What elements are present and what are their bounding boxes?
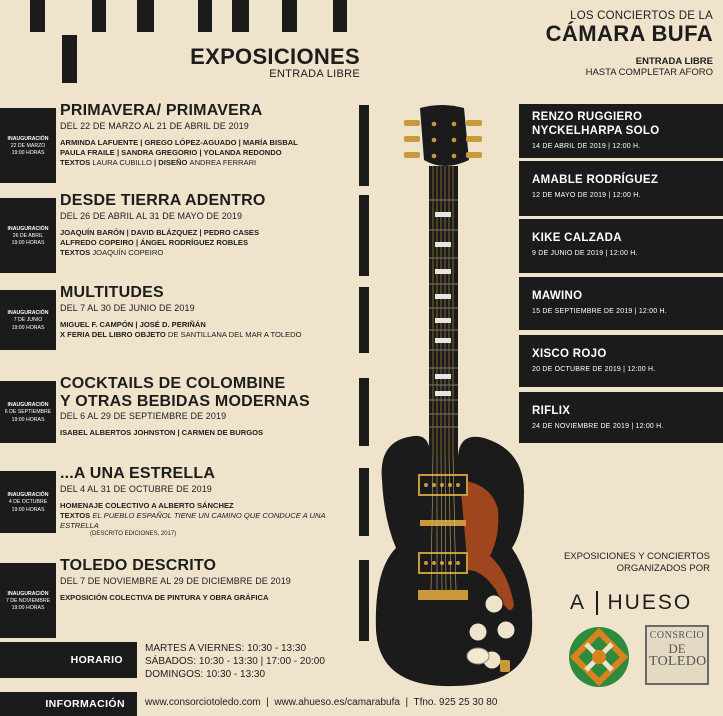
inauguration-text: INAUGURACIÓN — [7, 590, 49, 597]
exhibition-artists: ARMINDA LAFUENTE | GREGO LÓPEZ-AGUADO | MARÍA BISBAL — [60, 137, 298, 147]
divider-bar — [359, 287, 369, 353]
divider-bar — [359, 468, 369, 536]
credit-value: LAURA CUBILLO — [92, 158, 152, 168]
exhibition-credits — [60, 158, 355, 168]
exhibition-item — [60, 192, 355, 258]
exhibitions-header — [140, 44, 360, 80]
inauguration-box — [0, 381, 56, 443]
exhibition-artists: PAULA FRAILE | SANDRA GREGORIO | YOLANDA REDONDO — [60, 147, 282, 157]
consorcio-line-3: TOLEDO — [649, 654, 707, 670]
concert-item — [519, 277, 723, 330]
inauguration-box — [0, 290, 56, 350]
inauguration-text: INAUGURACIÓN — [7, 225, 49, 232]
guitar-illustration — [374, 100, 534, 688]
credit-label: | DISEÑO — [154, 158, 188, 168]
schedule-line-2: SÁBADOS: 10:30 - 13:30 | 17:00 - 20:00 — [145, 656, 325, 667]
exhibition-item — [60, 284, 355, 340]
schedule-label: HORARIO — [70, 654, 123, 666]
inauguration-text: 6 DE SEPTIEMBRE — [4, 409, 52, 416]
ahueso-logo-a: A — [570, 591, 587, 614]
knot-logo-icon — [566, 624, 632, 690]
schedule-line-1: MARTES A VIERNES: 10:30 - 13:30 — [145, 643, 307, 654]
concert-date: 24 DE NOVIEMBRE DE 2019 | 12:00 H. — [532, 423, 664, 431]
inauguration-text: 22 DE MARZO — [10, 142, 46, 149]
concerts-title-big: CÁMARA BUFA — [545, 21, 713, 46]
inauguration-text: 19:00 HORAS — [11, 416, 45, 423]
exhibition-title: DESDE TIERRA ADENTRO — [60, 192, 266, 209]
exhibition-title: TOLEDO DESCRITO — [60, 557, 217, 574]
exhibition-title: ...A UNA ESTRELLA — [60, 465, 216, 482]
exhibition-title: MULTITUDES — [60, 284, 164, 301]
credit-label: TEXTOS — [60, 158, 91, 168]
credit-label: TEXTOS — [60, 510, 91, 520]
concerts-capacity: HASTA COMPLETAR AFORO — [585, 67, 713, 78]
inauguration-text: 26 DE ABRIL — [12, 232, 44, 239]
inauguration-text: INAUGURACIÓN — [7, 135, 49, 142]
credit-value: ANDREA FERRARI — [189, 158, 257, 168]
inauguration-text: 4 DE OCTUBRE — [8, 499, 48, 506]
schedule-label-box — [0, 642, 137, 678]
credit-value: JOAQUÍN COPEIRO — [92, 248, 164, 258]
exhibition-title: PRIMAVERA/ PRIMAVERA — [60, 102, 263, 119]
inauguration-text: 19:00 HORAS — [11, 150, 45, 156]
inauguration-text: INAUGURACIÓN — [7, 402, 49, 409]
schedule-hours — [145, 642, 325, 681]
exhibition-artists: EXPOSICIÓN COLECTIVA DE PINTURA Y OBRA GRÁFICA — [60, 592, 269, 602]
exhibition-artists: ALFREDO COPEIRO | ÁNGEL RODRÍGUEZ ROBLES — [60, 237, 249, 247]
concert-date: 9 DE JUNIO DE 2019 | 12:00 H. — [532, 250, 638, 258]
credit-label: TEXTOS — [60, 248, 91, 258]
concerts-header — [500, 10, 713, 78]
exhibition-dates: DEL 26 DE ABRIL AL 31 DE MAYO DE 2019 — [60, 210, 243, 221]
inauguration-box — [0, 471, 56, 533]
inauguration-text: 7 DE NOVIEMBRE — [5, 597, 51, 604]
exhibition-artists: MIGUEL F. CAMPÓN | JOSÉ D. PERIÑÁN — [60, 319, 206, 329]
concert-performer: NYCKELHARPA SOLO — [532, 125, 660, 138]
inauguration-box — [0, 563, 56, 638]
concert-performer: RENZO RUGGIERO — [532, 111, 643, 123]
divider-bar — [359, 560, 369, 641]
exhibition-title: COCKTAILS DE COLOMBINE — [60, 375, 286, 392]
concert-item — [519, 335, 723, 387]
concert-performer: AMABLE RODRÍGUEZ — [532, 174, 659, 186]
exhibition-credits — [60, 511, 355, 532]
inauguration-text: INAUGURACIÓN — [7, 310, 49, 317]
inauguration-box — [0, 108, 56, 183]
concert-performer: KIKE CALZADA — [532, 232, 622, 244]
concerts-entry: ENTRADA LIBRE — [635, 56, 713, 67]
inauguration-text: 7 DE JUNIO — [13, 317, 43, 324]
concert-item — [519, 104, 723, 158]
exhibition-dates: DEL 4 AL 31 DE OCTUBRE DE 2019 — [60, 483, 212, 494]
credit-value: EL PUEBLO ESPAÑOL TIENE UN CAMINO QUE CONDUCE A UNA ESTRELLA — [60, 510, 326, 531]
concert-performer: RIFLIX — [532, 405, 571, 417]
exhibition-credits — [60, 248, 355, 258]
ahueso-logo — [570, 591, 692, 615]
exhibitions-title: EXPOSICIONES — [190, 44, 360, 69]
info-label-box — [0, 692, 137, 716]
credit-label: X FERIA DEL LIBRO OBJETO — [60, 329, 166, 339]
exhibition-artists: HOMENAJE COLECTIVO A ALBERTO SÁNCHEZ — [60, 500, 234, 510]
exhibition-item — [60, 557, 355, 603]
divider-bar — [359, 378, 369, 446]
inauguration-text: INAUGURACIÓN — [7, 492, 49, 499]
concert-date: 12 DE MAYO DE 2019 | 12:00 H. — [532, 192, 641, 200]
exhibition-note: (DESCRITO EDICIONES, 2017) — [90, 531, 177, 538]
exhibition-dates: DEL 22 DE MARZO AL 21 DE ABRIL DE 2019 — [60, 120, 249, 131]
concert-date: 14 DE ABRIL DE 2019 | 12:00 H. — [532, 142, 641, 150]
credit-value: DE SANTILLANA DEL MAR A TOLEDO — [167, 329, 302, 339]
exhibition-dates: DEL 7 AL 30 DE JUNIO DE 2019 — [60, 302, 195, 313]
consorcio-line-2: DE — [668, 640, 686, 656]
inauguration-box — [0, 198, 56, 273]
consorcio-logo — [645, 625, 709, 685]
inauguration-text: 19:00 HORAS — [11, 506, 45, 513]
info-label: INFORMACIÓN — [45, 698, 125, 710]
info-text: www.consorciotoledo.com | www.ahueso.es/camarabufa | Tfno. 925 25 30 80 — [145, 697, 498, 708]
inauguration-text: 19:00 HORAS — [11, 324, 45, 331]
ahueso-logo-hueso: HUESO — [607, 591, 693, 614]
inauguration-text: 19:00 HORAS — [11, 605, 45, 611]
schedule-line-3: DOMINGOS: 10:30 - 13:30 — [145, 669, 266, 680]
divider-bar — [359, 195, 369, 276]
divider-bar — [359, 105, 369, 186]
exhibition-artists: JOAQUÍN BARÓN | DAVID BLÁZQUEZ | PEDRO CASES — [60, 227, 260, 237]
organizers-line-2: ORGANIZADOS POR — [616, 563, 710, 575]
exhibitions-subtitle: ENTRADA LIBRE — [269, 68, 360, 80]
concert-performer: XISCO ROJO — [532, 348, 607, 360]
concert-date: 15 DE SEPTIEMBRE DE 2019 | 12:00 H. — [532, 308, 667, 316]
exhibition-dates: DEL 7 DE NOVIEMBRE AL 29 DE DICIEMBRE DE 2019 — [60, 575, 291, 586]
concert-item — [519, 392, 723, 443]
exhibition-item — [60, 102, 355, 168]
exhibition-item — [60, 375, 355, 438]
concerts-title-small: LOS CONCIERTOS DE LA — [570, 10, 713, 22]
organizers-line-1: EXPOSICIONES Y CONCIERTOS — [563, 551, 710, 562]
concert-date: 20 DE OCTUBRE DE 2019 | 12:00 H. — [532, 366, 656, 374]
exhibition-credits — [60, 330, 355, 340]
concert-item — [519, 161, 723, 216]
concert-performer: MAWINO — [532, 290, 583, 302]
concert-item — [519, 219, 723, 273]
exhibition-dates: DEL 6 AL 29 DE SEPTIEMBRE DE 2019 — [60, 411, 227, 422]
exhibition-item — [60, 465, 355, 539]
inauguration-text: 19:00 HORAS — [11, 240, 45, 246]
exhibition-artists: ISABEL ALBERTOS JOHNSTON | CARMEN DE BURGOS — [60, 428, 264, 438]
exhibition-title: Y OTRAS BEBIDAS MODERNAS — [60, 392, 310, 410]
consorcio-line-1: CONSRCIO — [649, 630, 705, 641]
organizers-label — [530, 551, 710, 576]
